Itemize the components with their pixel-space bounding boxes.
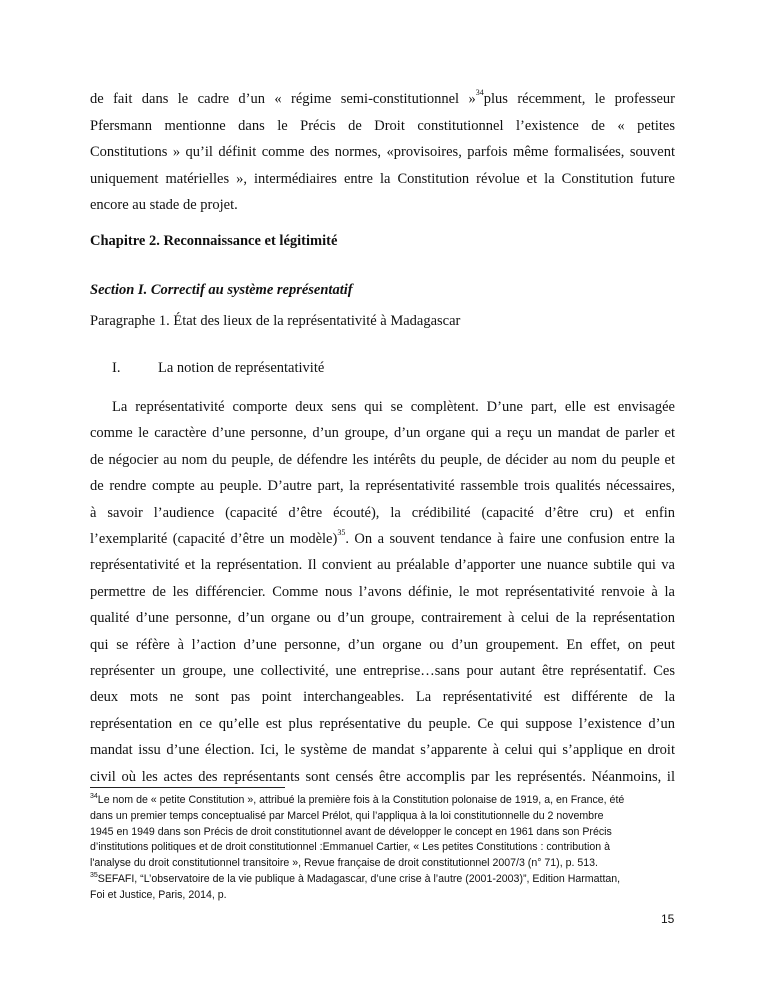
- footnote-34-line-2: dans un premier temps conceptualisé par Marcel Prélot, qui l’appliqua à la loi constitutionnelle du 2 novembre: [90, 809, 604, 822]
- paragraph-title: Paragraphe 1. État des lieux de la représentativité à Madagascar: [90, 313, 461, 329]
- footnote-35-line-2: Foi et Justice, Paris, 2014, p.: [90, 888, 227, 901]
- footnote-35-line-1: $^{35}$SEFAFI, “L’observatoire de la vie publique à Madagascar, d’une crise à l’autre (2001-2003)”, Edition Harmattan,: [90, 871, 621, 885]
- section-title: Section I. Correctif au système représentatif: [90, 282, 353, 298]
- intro-line-1: de fait dans le cadre d’un « régime semi-constitutionnel »$^{34}$plus récemment, le professeur: [90, 88, 675, 107]
- footnote-ref-34[interactable]: 34: [475, 88, 484, 97]
- body-line-2: comme le caractère d’une personne, d’un groupe, d’un organe qui a reçu un mandat de parler et: [90, 425, 675, 442]
- subsection-numeral: I.: [112, 360, 121, 376]
- body-line-15: civil où les actes des représentants sont censés être accomplis par les représentés. Néanmoins, il: [90, 768, 675, 785]
- footnote-35-marker: 35: [90, 871, 98, 879]
- footnote-separator: [90, 787, 285, 788]
- intro-line-5: encore au stade de projet.: [90, 197, 238, 214]
- intro-line-2: Pfersmann mentionne dans le Précis de Droit constitutionnel l’existence de « petites: [90, 117, 675, 134]
- subsection-title: La notion de représentativité: [158, 360, 325, 376]
- body-line-11: représenter un groupe, une collectivité, une entreprise…sans pour autant être représentatif. Ces: [90, 663, 675, 680]
- footnote-34-line-1: $^{34}$Le nom de « petite Constitution », attribué la première fois à la Constitution polonaise de 1919, a, en France, été: [90, 793, 625, 806]
- footnote-ref-35[interactable]: 35: [337, 528, 346, 538]
- footnote-34-line-3: 1945 en 1949 dans son Précis de droit constitutionnel avant de développer le concept en 1961 dans son Précis: [90, 825, 612, 838]
- footnotes: [90, 793, 675, 904]
- body-line-4: de rendre compte au peuple. D’autre part, la représentativité rassemble trois qualités nécessaires,: [90, 478, 675, 495]
- body-line-9: qualité d’une personne, d’un organe ou d’un groupe, contrairement à celui de la représentation: [90, 610, 675, 627]
- body-line-10: qui se réfère à l’action d’une personne, d’un organe ou d’un groupement. En effet, on peut: [90, 636, 675, 653]
- footnote-34-line-4: d’institutions politiques et de droit constitutionnel :Emmanuel Cartier, « Les petites Constitutions : contribution à: [90, 841, 610, 854]
- footnote-34-line-5: l'analyse du droit constitutionnel transitoire », Revue française de droit constitutionnel 2007/3 (n° 71), p. 513.: [90, 857, 598, 870]
- body-line-8: permettre de les différencier. Comme nous l’avons définie, le mot représentativité renvoie à la: [90, 583, 675, 600]
- body-line-1: La représentativité comporte deux sens qui se complètent. D’une part, elle est envisagée: [112, 399, 675, 415]
- intro-paragraph: [90, 86, 675, 219]
- body-line-6: l’exemplarité (capacité d’être un modèle)$^{35}$. On a souvent tendance à faire une confusion entre la: [90, 528, 675, 548]
- body-line-3: de négocier au nom du peuple, de défendre les intérêts du peuple, de décider au nom du peuple et: [90, 451, 675, 468]
- chapter-title: Chapitre 2. Reconnaissance et légitimité: [90, 233, 338, 249]
- body-paragraph: [90, 394, 675, 790]
- page-number: 15: [661, 912, 675, 926]
- footnote-34-marker: 34: [90, 793, 98, 800]
- intro-line-4: uniquement matérielles », intermédiaires entre la Constitution révolue et la Constitution future: [90, 170, 675, 187]
- body-line-5: à savoir l’audience (capacité d’être écouté), la crédibilité (capacité d’être cru) et enfin: [90, 504, 675, 521]
- body-line-13: représentation en ce qu’elle est plus représentative du peuple. Ce qui suppose l’existence d’un: [90, 715, 675, 732]
- body-line-7: représentativité et la représentation. Il convient au préalable d’apporter une nuance subtile qui va: [90, 557, 675, 574]
- intro-line-3: Constitutions » qu’il définit comme des normes, «provisoires, parfois même formalisées, souvent: [90, 144, 675, 161]
- body-line-14: mandat issu d’une élection. Ici, le système de mandat s’apparente à celui qui s’applique en droit: [90, 742, 675, 759]
- body-line-12: deux mots ne sont pas point interchangeables. La représentativité est différente de la: [90, 689, 675, 706]
